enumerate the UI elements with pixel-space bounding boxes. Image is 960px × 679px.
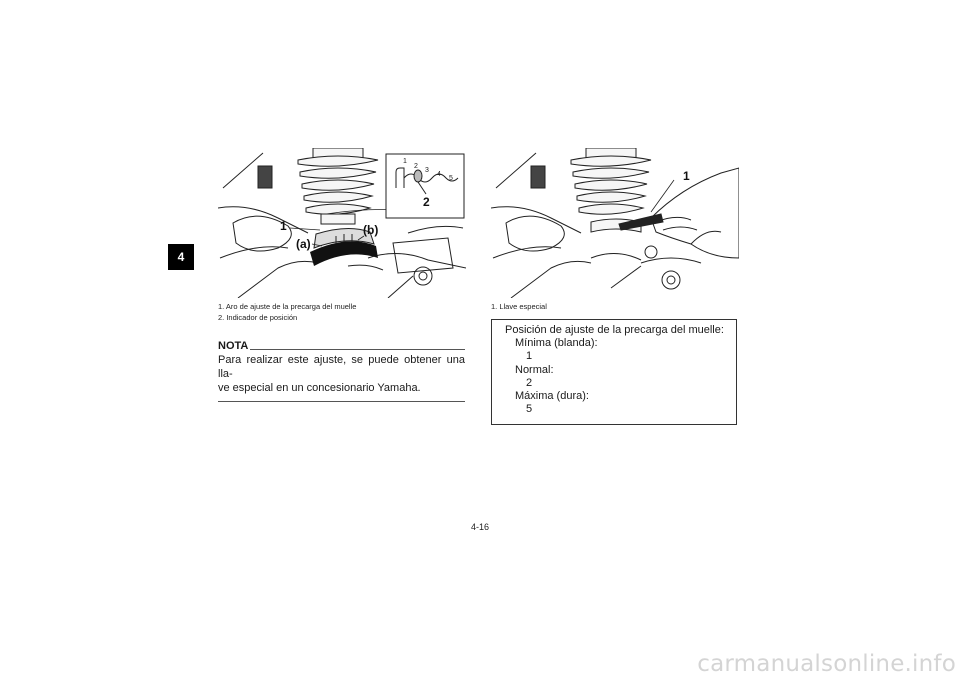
nota-rule xyxy=(250,349,465,350)
inset-position-3: 3 xyxy=(425,167,429,174)
spec-title: Posición de ajuste de la precarga del muelle: xyxy=(505,324,724,336)
ring-callout: 1 xyxy=(280,219,287,233)
inset-position-5: 5 xyxy=(449,175,453,182)
nota-title: NOTA xyxy=(218,340,249,352)
inset-position-1: 1 xyxy=(403,158,407,165)
page-number: 4-16 xyxy=(470,522,489,532)
nota-text xyxy=(218,353,465,395)
direction-b-callout: (b) xyxy=(363,223,379,237)
spring-preload-ring-illustration xyxy=(218,148,466,298)
figure-captions-left xyxy=(218,301,356,323)
figure-captions-right xyxy=(491,301,547,312)
inset-position-2: 2 xyxy=(414,163,418,170)
spec-max-label: Máxima (dura): xyxy=(515,390,589,403)
wrench-callout: 1 xyxy=(683,169,690,183)
chapter-tab: 4 xyxy=(168,244,194,270)
spec-min-value: 1 xyxy=(526,350,533,363)
nota-box xyxy=(218,340,465,402)
spec-min-label: Mínima (blanda): xyxy=(515,337,598,350)
caption-item: 2. Indicador de posición xyxy=(218,313,298,322)
caption-item: 1. Aro de ajuste de la precarga del muelle xyxy=(218,302,357,311)
spec-max-value: 5 xyxy=(526,403,533,416)
nota-line: Para realizar este ajuste, se puede obtener una lla- xyxy=(218,354,465,380)
nota-line: ve especial en un concesionario Yamaha. xyxy=(218,382,421,394)
spec-normal-label: Normal: xyxy=(515,363,554,376)
nota-end-rule xyxy=(218,401,465,402)
inset-indicator-callout: 2 xyxy=(423,195,430,209)
caption-item: 1. Llave especial xyxy=(491,302,547,311)
preload-settings-box xyxy=(491,319,737,425)
watermark: carmanualsonline.info xyxy=(697,651,956,677)
inset-position-4: 4 xyxy=(437,171,441,178)
spec-normal-value: 2 xyxy=(526,376,533,389)
special-wrench-illustration xyxy=(491,148,739,298)
direction-a-callout: (a) xyxy=(296,237,311,251)
